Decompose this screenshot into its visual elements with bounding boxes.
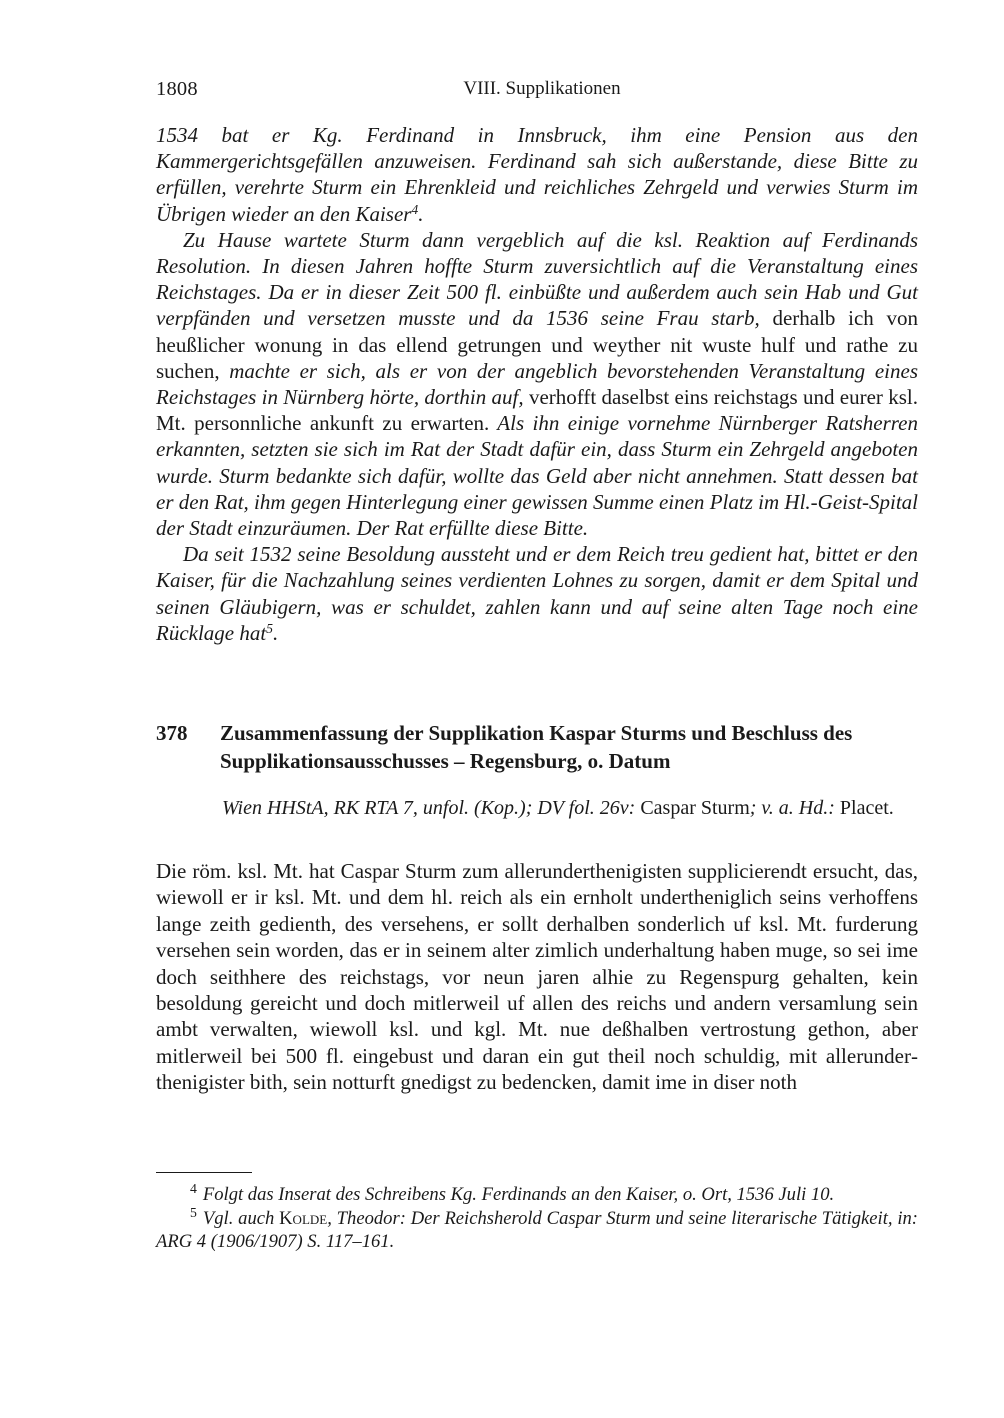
text-column bbox=[156, 122, 918, 646]
footnote-5 bbox=[156, 1204, 918, 1254]
paragraph-1-text: 1534 bat er Kg. Ferdinand in Innsbruck, ihm eine Pension aus den Kammergerichtsgefällen anzuweisen. Ferdinand sah sich außerstande, diese Bitte zu erfüllen, verehrte Sturm ein Ehrenkleid und reichliches Zehrgeld und verwies Sturm im Übrigen wieder an den Kaiser bbox=[156, 123, 918, 226]
footnote-4 bbox=[156, 1183, 918, 1207]
footnote-5-post: , Theodor: Der Reichsherold Caspar Sturm und seine literarische Tätigkeit, in: ARG 4 (1906/1907) S. 117–161. bbox=[156, 1207, 918, 1253]
paragraph-2-run-3: machte er sich, als er von der angeblich bevorstehenden Veranstaltung eines Reichstages in Nürnberg hörte, dorthin auf, bbox=[156, 358, 918, 410]
paragraph-3-tail: . bbox=[272, 620, 279, 645]
section-heading bbox=[156, 719, 918, 775]
section-number: 378 bbox=[156, 721, 188, 745]
source-hand: ; v. a. Hd.: bbox=[749, 797, 835, 819]
paragraph-3 bbox=[156, 541, 918, 646]
transcription-body: Die röm. ksl. Mt. hat Caspar Sturm zum allerunderthenigisten supplicierendt ersucht, das, wiewoll er ir ksl. Mt. und dem hl. reich als ein ernholt undertheniglich seins verhoffens lange zeith gedienth, des versehens, er sollt derhalben sonderlich uf ksl. Mt. furderung versehen sein worden, das er in seinem alter zimlich underhaltung haben muge, so sei ime doch seithhere des reichstags, vor neun jaren alhie zu Regenspurg gehalten, kein besoldung gereicht und doch mitlerweil uf allen des reichs und andern versamlung sein ambt verwalten, wiewoll ksl. und kgl. Mt. nue deßhalben vertrostung gethon, aber mitlerweil bei 500 fl. eingebust und daran ein gut theil noch schuldig, mit allerunderthenigister bith, sein notturft gnedigst zu bedencken, damit ime in diser noth bbox=[156, 859, 918, 1095]
running-head bbox=[156, 76, 918, 102]
footnote-5-pre: Vgl. auch bbox=[202, 1207, 280, 1229]
source-reference bbox=[156, 795, 918, 821]
footnote-4-number: 4 bbox=[190, 1181, 197, 1197]
footnote-separator-rule bbox=[156, 1172, 252, 1173]
paragraph-2-run-5: Als ihn einige vornehme Nürnberger Ratsherren erkannten, setzten sie sich im Rat der Stadt dafür ein, dass Sturm ein Zehrgeld angeboten wurde. Sturm bedankte sich dafür, wollte das Geld aber nicht annehmen. Statt dessen bat er den Rat, ihm gegen Hinterlegung einer gewissen Summe einen Platz im Hl.-Geist-Spital der Stadt einzuräumen. Der Rat erfüllte diese Bitte. bbox=[156, 411, 918, 541]
section-title: Zusammenfassung der Supplikation Kaspar Sturms und Beschluss des Supplikationsausschusses – Regensburg, o. Datum bbox=[220, 721, 853, 773]
footnote-5-number: 5 bbox=[190, 1204, 197, 1220]
paragraph-2-run-1: Zu Hause wartete Sturm dann vergeblich auf die ksl. Reaktion auf Ferdinands Resolution. In diesen Jahren hoffte Sturm zuversichtlich auf die Veranstaltung eines Reichstages. Da er in dieser Zeit 500 fl. einbüßte und außerdem auch sein Hab und Gut verpfänden und versetzen musste und da 1536 seine Frau starb, bbox=[156, 227, 918, 331]
paragraph-1 bbox=[156, 122, 918, 227]
paragraph-2 bbox=[156, 227, 918, 541]
paragraph-3-text: Da seit 1532 seine Besoldung aussteht und er dem Reich treu gedient hat, bittet er den Kaiser, für die Nachzahlung seines verdienten Lohnes zu sorgen, damit er dem Spital und seinen Gläubigern, was er schuldet, zahlen kann und auf seine alten Tage noch eine Rücklage hat bbox=[156, 542, 918, 645]
footnote-5-author: Kolde bbox=[279, 1207, 328, 1229]
source-decision: Placet. bbox=[834, 797, 894, 819]
running-title: VIII. Supplikationen bbox=[463, 78, 621, 99]
source-scribe: Caspar Sturm bbox=[635, 797, 750, 819]
footnote-area bbox=[156, 1172, 918, 1254]
source-archive: Wien HHStA, RK RTA 7, unfol. (Kop.); DV fol. 26v: bbox=[222, 797, 636, 819]
footnote-ref-4[interactable]: 4 bbox=[411, 201, 419, 217]
page-number: 1808 bbox=[156, 78, 198, 100]
paragraph-2-run-4: verhofft daselbst eins reichstags und eurer ksl. Mt. personnliche ankunft zu erwarten. bbox=[156, 385, 918, 436]
paragraph-2-run-2: derhalb ich von heußlicher wonung in das ellend getrungen und weyther nit wuste hulf und rathe zu suchen, bbox=[156, 306, 918, 383]
footnote-4-text: Folgt das Inserat des Schreibens Kg. Ferdinands an den Kaiser, o. Ort, 1536 Juli 10. bbox=[202, 1184, 835, 1205]
paragraph-1-tail: . bbox=[418, 201, 424, 226]
footnote-ref-5[interactable]: 5 bbox=[266, 620, 273, 636]
